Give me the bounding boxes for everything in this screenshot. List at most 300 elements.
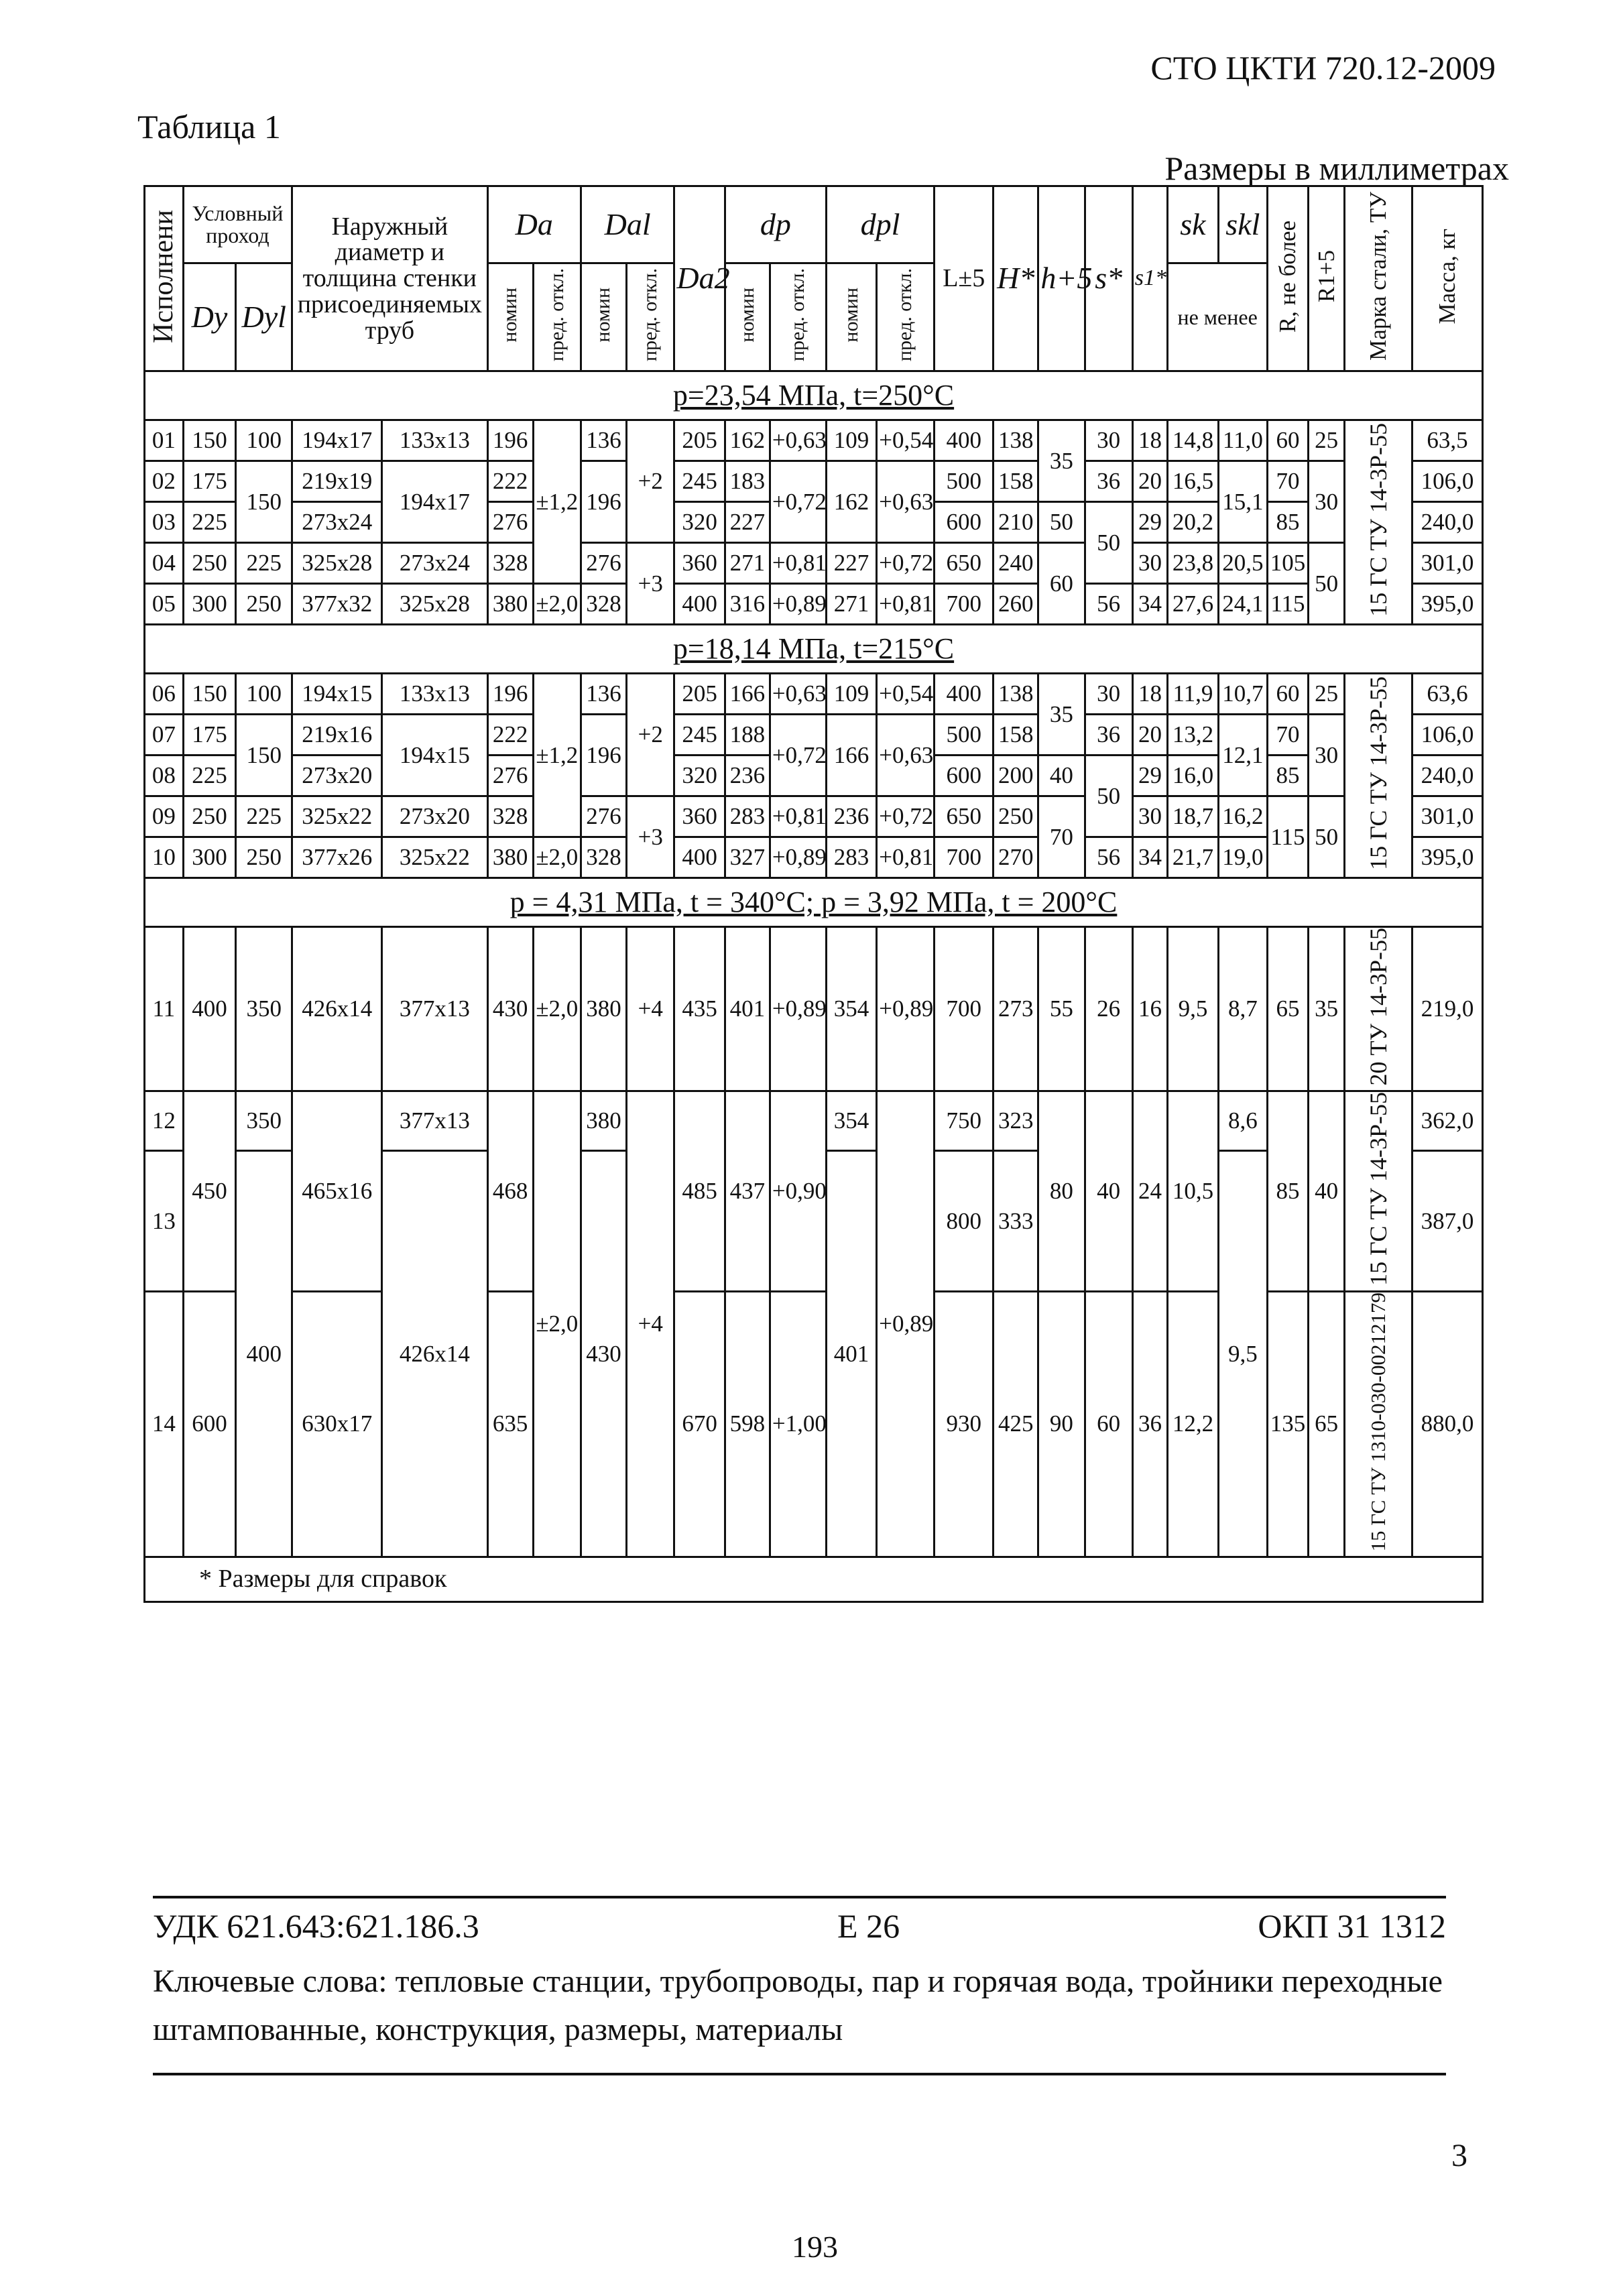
cell: ±2,0 <box>533 1091 581 1557</box>
cell: 354 <box>826 1091 876 1151</box>
cell: 301,0 <box>1412 796 1482 837</box>
cell: 63,5 <box>1412 420 1482 461</box>
cell: 07 <box>145 715 184 756</box>
cell: 250 <box>236 584 292 625</box>
cell: 11 <box>145 927 184 1091</box>
header-da-otkl: пред. откл. <box>533 263 581 371</box>
cell: 16,5 <box>1168 461 1218 502</box>
cell: 700 <box>935 837 994 878</box>
cell: 115 <box>1268 584 1309 625</box>
cell: 30 <box>1308 461 1345 543</box>
cell: 12,1 <box>1218 715 1267 796</box>
cell: 377x26 <box>292 837 382 878</box>
bottom-block <box>153 1896 1446 2075</box>
table-row <box>145 584 1483 625</box>
steel-cell: 15 ГС ТУ 14-3Р-55 <box>1345 674 1412 878</box>
cell: 18 <box>1132 674 1167 715</box>
cell: 650 <box>935 796 994 837</box>
cell: +0,63 <box>877 715 935 796</box>
cell: 316 <box>725 584 770 625</box>
cell: 10,5 <box>1168 1091 1218 1292</box>
cell: 362,0 <box>1412 1091 1482 1151</box>
cell: 183 <box>725 461 770 502</box>
cell: 9,5 <box>1218 1151 1267 1557</box>
cell: 10 <box>145 837 184 878</box>
header-dy1: Dyl <box>236 263 292 371</box>
section-heading <box>145 625 1483 674</box>
cell: 196 <box>487 674 533 715</box>
cell: 175 <box>183 715 236 756</box>
cell: 500 <box>935 715 994 756</box>
cell: 70 <box>1038 796 1085 878</box>
cell: 06 <box>145 674 184 715</box>
cell: 219x16 <box>292 715 382 756</box>
keywords: Ключевые слова: тепловые станции, трубопроводы, пар и горячая вода, тройники переходные штампованные, конструкция, размеры, материалы <box>153 1963 1443 2047</box>
cell: 245 <box>674 715 725 756</box>
header-h-star: H* <box>994 186 1038 371</box>
table-row <box>145 543 1483 584</box>
cell: 35 <box>1038 674 1085 756</box>
cell: 194x17 <box>292 420 382 461</box>
cell: 260 <box>994 584 1038 625</box>
cell: 100 <box>236 420 292 461</box>
cell: 325x28 <box>292 543 382 584</box>
cell: 880,0 <box>1412 1291 1482 1557</box>
cell: 500 <box>935 461 994 502</box>
cell: 200 <box>994 756 1038 796</box>
cell: 13,2 <box>1168 715 1218 756</box>
header-r1: R1+5 <box>1308 186 1345 371</box>
cell: 158 <box>994 715 1038 756</box>
cell: 630x17 <box>292 1291 382 1557</box>
cell: 25 <box>1308 420 1345 461</box>
cell: +0,72 <box>770 715 826 796</box>
cell: 20,5 <box>1218 543 1267 584</box>
cell: 354 <box>826 927 876 1091</box>
header-row-1 <box>145 186 1483 263</box>
cell: 350 <box>236 1091 292 1151</box>
cell: 700 <box>935 927 994 1091</box>
cell: 40 <box>1038 756 1085 796</box>
cell: 387,0 <box>1412 1151 1482 1292</box>
cell: 750 <box>935 1091 994 1151</box>
cell: 35 <box>1308 927 1345 1091</box>
e-code: Е 26 <box>837 1907 900 1945</box>
cell: 380 <box>581 1091 626 1151</box>
cell: 360 <box>674 543 725 584</box>
table-caption: Таблица 1 <box>137 108 281 145</box>
cell: 395,0 <box>1412 837 1482 878</box>
cell: 05 <box>145 584 184 625</box>
udk-code: УДК 621.643:621.186.3 <box>153 1907 479 1945</box>
cell: 380 <box>487 837 533 878</box>
cell: 219x19 <box>292 461 382 502</box>
cell: 222 <box>487 461 533 502</box>
cell: 194x15 <box>292 674 382 715</box>
cell: 205 <box>674 674 725 715</box>
cell: 800 <box>935 1151 994 1292</box>
cell: 138 <box>994 674 1038 715</box>
cell: 301,0 <box>1412 543 1482 584</box>
cell: 18,7 <box>1168 796 1218 837</box>
cell: +0,81 <box>877 837 935 878</box>
cell: 02 <box>145 461 184 502</box>
header-da2: Da2 <box>674 186 725 371</box>
cell: 650 <box>935 543 994 584</box>
table-row <box>145 715 1483 756</box>
cell: 328 <box>487 796 533 837</box>
cell: 60 <box>1085 1291 1132 1557</box>
table-row <box>145 796 1483 837</box>
cell: 136 <box>581 420 626 461</box>
cell: 65 <box>1308 1291 1345 1557</box>
cell: 20,2 <box>1168 502 1218 543</box>
cell: 350 <box>236 927 292 1091</box>
cell: 16,0 <box>1168 756 1218 796</box>
cell: 12 <box>145 1091 184 1151</box>
header-da1: Dal <box>581 186 674 263</box>
page-number-section: 3 <box>1451 2138 1467 2173</box>
cell: 276 <box>581 796 626 837</box>
cell: 63,6 <box>1412 674 1482 715</box>
cell: +2 <box>627 420 674 543</box>
cell: 276 <box>487 756 533 796</box>
section-heading <box>145 878 1483 927</box>
cell: +0,89 <box>770 837 826 878</box>
cell: 8,6 <box>1218 1091 1267 1151</box>
cell: ±2,0 <box>533 837 581 878</box>
cell: 395,0 <box>1412 584 1482 625</box>
header-uslovny-prohod: Условный проход <box>183 186 292 263</box>
header-ispolnenie: Исполнени <box>145 186 184 371</box>
cell: 227 <box>826 543 876 584</box>
cell: 225 <box>236 543 292 584</box>
cell: +0,63 <box>770 420 826 461</box>
cell: 300 <box>183 584 236 625</box>
header-dp1: dpl <box>826 186 934 263</box>
cell: 670 <box>674 1291 725 1557</box>
cell: 194x15 <box>382 715 487 796</box>
header-dp1-otkl: пред. откл. <box>877 263 935 371</box>
cell: 196 <box>581 715 626 796</box>
cell: 30 <box>1132 796 1167 837</box>
cell: 25 <box>1308 674 1345 715</box>
cell: 40 <box>1085 1091 1132 1292</box>
cell: 24 <box>1132 1091 1167 1292</box>
cell: ±2,0 <box>533 584 581 625</box>
cell: 400 <box>674 584 725 625</box>
cell: 150 <box>236 461 292 543</box>
cell: 598 <box>725 1291 770 1557</box>
cell: 400 <box>183 927 236 1091</box>
cell: 283 <box>725 796 770 837</box>
classification-row <box>153 1907 1446 1945</box>
page-number: 193 <box>792 2230 838 2264</box>
steel-cell: 15 ГС ТУ 14-3Р-55 <box>1345 1091 1412 1292</box>
table-row <box>145 1091 1483 1151</box>
steel-cell: 15 ГС ТУ 1310-030-00212179 <box>1345 1291 1412 1557</box>
cell: 24,1 <box>1218 584 1267 625</box>
cell: 106,0 <box>1412 461 1482 502</box>
table-row <box>145 674 1483 715</box>
cell: 36 <box>1132 1291 1167 1557</box>
cell: 70 <box>1268 715 1309 756</box>
cell: 34 <box>1132 584 1167 625</box>
cell: 236 <box>725 756 770 796</box>
cell: 325x22 <box>382 837 487 878</box>
cell: 105 <box>1268 543 1309 584</box>
cell: 14,8 <box>1168 420 1218 461</box>
cell: 109 <box>826 420 876 461</box>
cell: 325x28 <box>382 584 487 625</box>
cell: 328 <box>581 584 626 625</box>
cell: 240 <box>994 543 1038 584</box>
cell: 435 <box>674 927 725 1091</box>
header-r-ne-bolee: R, не более <box>1268 186 1309 371</box>
header-ne-menee: не менее <box>1168 263 1268 371</box>
cell: 273x20 <box>382 796 487 837</box>
cell: 700 <box>935 584 994 625</box>
header-da: Da <box>487 186 581 263</box>
cell: 600 <box>935 756 994 796</box>
cell: 158 <box>994 461 1038 502</box>
cell: 90 <box>1038 1291 1085 1557</box>
cell: 30 <box>1085 674 1132 715</box>
cell: 56 <box>1085 837 1132 878</box>
cell: 320 <box>674 502 725 543</box>
cell: +1,00 <box>770 1291 826 1557</box>
cell: 236 <box>826 796 876 837</box>
cell: 23,8 <box>1168 543 1218 584</box>
cell: 36 <box>1085 461 1132 502</box>
cell: 196 <box>581 461 626 543</box>
cell: 55 <box>1038 927 1085 1091</box>
standard-code: СТО ЦКТИ 720.12-2009 <box>1150 49 1496 86</box>
cell: 100 <box>236 674 292 715</box>
cell: 26 <box>1085 927 1132 1091</box>
cell: 19,0 <box>1218 837 1267 878</box>
cell: 11,9 <box>1168 674 1218 715</box>
cell: 222 <box>487 715 533 756</box>
cell: +0,81 <box>877 584 935 625</box>
cell: 166 <box>826 715 876 796</box>
cell: 40 <box>1308 1091 1345 1292</box>
cell: 240,0 <box>1412 502 1482 543</box>
cell: 225 <box>236 796 292 837</box>
cell: +4 <box>627 1091 674 1557</box>
cell: 430 <box>581 1151 626 1557</box>
table-row <box>145 461 1483 502</box>
header-dp: dp <box>725 186 826 263</box>
cell: 400 <box>236 1151 292 1557</box>
cell: 465x16 <box>292 1091 382 1292</box>
cell: +3 <box>627 543 674 625</box>
cell: 276 <box>581 543 626 584</box>
cell: 85 <box>1268 1091 1309 1292</box>
cell: 166 <box>725 674 770 715</box>
cell: 106,0 <box>1412 715 1482 756</box>
cell: 30 <box>1132 543 1167 584</box>
cell: 30 <box>1085 420 1132 461</box>
cell: +3 <box>627 796 674 878</box>
cell: 273x20 <box>292 756 382 796</box>
cell: 273 <box>994 927 1038 1091</box>
cell: 333 <box>994 1151 1038 1292</box>
cell: 271 <box>725 543 770 584</box>
cell: 250 <box>994 796 1038 837</box>
dimensions-table <box>143 185 1484 1603</box>
cell: 930 <box>935 1291 994 1557</box>
cell: 271 <box>826 584 876 625</box>
cell: 20 <box>1132 715 1167 756</box>
cell: 276 <box>487 502 533 543</box>
cell: 109 <box>826 674 876 715</box>
cell: +0,72 <box>770 461 826 543</box>
cell: 18 <box>1132 420 1167 461</box>
cell: 210 <box>994 502 1038 543</box>
header-da-nomin: номин <box>487 263 533 371</box>
cell: 36 <box>1085 715 1132 756</box>
steel-cell: 15 ГС ТУ 14-3Р-55 <box>1345 420 1412 625</box>
header-h5: h+5 <box>1038 186 1085 371</box>
cell: +0,72 <box>877 543 935 584</box>
cell: 328 <box>581 837 626 878</box>
cell: 56 <box>1085 584 1132 625</box>
header-sk: sk <box>1168 186 1218 263</box>
cell: 245 <box>674 461 725 502</box>
cell: 50 <box>1085 502 1132 584</box>
cell: 219,0 <box>1412 927 1482 1091</box>
cell: 225 <box>183 756 236 796</box>
cell: 115 <box>1268 796 1309 878</box>
cell: 30 <box>1308 715 1345 796</box>
cell: 60 <box>1038 543 1085 625</box>
cell: 150 <box>183 674 236 715</box>
section-heading <box>145 371 1483 420</box>
cell: 325x22 <box>292 796 382 837</box>
cell: 50 <box>1308 796 1345 878</box>
cell: 328 <box>487 543 533 584</box>
cell: 437 <box>725 1091 770 1292</box>
cell: 9,5 <box>1168 927 1218 1091</box>
cell: 29 <box>1132 502 1167 543</box>
cell: 65 <box>1268 927 1309 1091</box>
cell: 8,7 <box>1218 927 1267 1091</box>
cell: 450 <box>183 1091 236 1292</box>
header-sk1: skl <box>1218 186 1267 263</box>
cell: 240,0 <box>1412 756 1482 796</box>
header-dp-nomin: номин <box>725 263 770 371</box>
cell: 29 <box>1132 756 1167 796</box>
table-row <box>145 927 1483 1091</box>
cell: 162 <box>725 420 770 461</box>
cell: 03 <box>145 502 184 543</box>
cell: 136 <box>581 674 626 715</box>
cell: 133x13 <box>382 420 487 461</box>
cell: 425 <box>994 1291 1038 1557</box>
cell: 400 <box>935 420 994 461</box>
cell: 273x24 <box>292 502 382 543</box>
cell: 60 <box>1268 420 1309 461</box>
cell: 250 <box>183 796 236 837</box>
cell: 10,7 <box>1218 674 1267 715</box>
cell: 50 <box>1085 756 1132 837</box>
cell: 12,2 <box>1168 1291 1218 1557</box>
cell: 09 <box>145 796 184 837</box>
cell: 150 <box>183 420 236 461</box>
cell: 320 <box>674 756 725 796</box>
cell: 70 <box>1268 461 1309 502</box>
cell: 175 <box>183 461 236 502</box>
cell: 600 <box>935 502 994 543</box>
cell: 360 <box>674 796 725 837</box>
section-2-title: p=18,14 МПа, t=215°С <box>672 631 955 665</box>
cell: 50 <box>1038 502 1085 543</box>
cell: +0,90 <box>770 1091 826 1292</box>
cell: 250 <box>236 837 292 878</box>
cell: 01 <box>145 420 184 461</box>
header-massa: Масса, кг <box>1412 186 1482 371</box>
cell: +0,81 <box>770 796 826 837</box>
cell: 85 <box>1268 756 1309 796</box>
cell: 300 <box>183 837 236 878</box>
header-marka: Марка стали, ТУ <box>1345 186 1412 371</box>
cell: 250 <box>183 543 236 584</box>
cell: 194x17 <box>382 461 487 543</box>
cell: 162 <box>826 461 876 543</box>
cell: 377x13 <box>382 927 487 1091</box>
cell: +0,63 <box>877 461 935 543</box>
cell: 14 <box>145 1291 184 1557</box>
units-note: Размеры в миллиметрах <box>1164 149 1509 187</box>
steel-cell: 20 ТУ 14-3Р-55 <box>1345 927 1412 1091</box>
cell: +0,89 <box>877 1091 935 1557</box>
cell: 401 <box>725 927 770 1091</box>
cell: 04 <box>145 543 184 584</box>
cell: +2 <box>627 674 674 796</box>
cell: 400 <box>674 837 725 878</box>
cell: 377x13 <box>382 1091 487 1151</box>
cell: 283 <box>826 837 876 878</box>
cell: 138 <box>994 420 1038 461</box>
cell: 11,0 <box>1218 420 1267 461</box>
cell: 327 <box>725 837 770 878</box>
cell: 08 <box>145 756 184 796</box>
cell: +0,54 <box>877 420 935 461</box>
cell: 80 <box>1038 1091 1085 1292</box>
cell: +0,81 <box>770 543 826 584</box>
cell: 196 <box>487 420 533 461</box>
cell: 426x14 <box>292 927 382 1091</box>
cell: 401 <box>826 1151 876 1557</box>
cell: 16 <box>1132 927 1167 1091</box>
cell: +0,72 <box>877 796 935 837</box>
header-da1-otkl: пред. откл. <box>627 263 674 371</box>
header-s1-star: s1* <box>1132 186 1167 371</box>
cell: 35 <box>1038 420 1085 502</box>
cell: ±1,2 <box>533 674 581 837</box>
cell: 600 <box>183 1291 236 1557</box>
cell: +0,63 <box>770 674 826 715</box>
cell: 133x13 <box>382 674 487 715</box>
header-s-star: s* <box>1085 186 1132 371</box>
cell: 400 <box>935 674 994 715</box>
cell: 34 <box>1132 837 1167 878</box>
cell: 270 <box>994 837 1038 878</box>
cell: 227 <box>725 502 770 543</box>
cell: 13 <box>145 1151 184 1292</box>
header-dp-otkl: пред. откл. <box>770 263 826 371</box>
